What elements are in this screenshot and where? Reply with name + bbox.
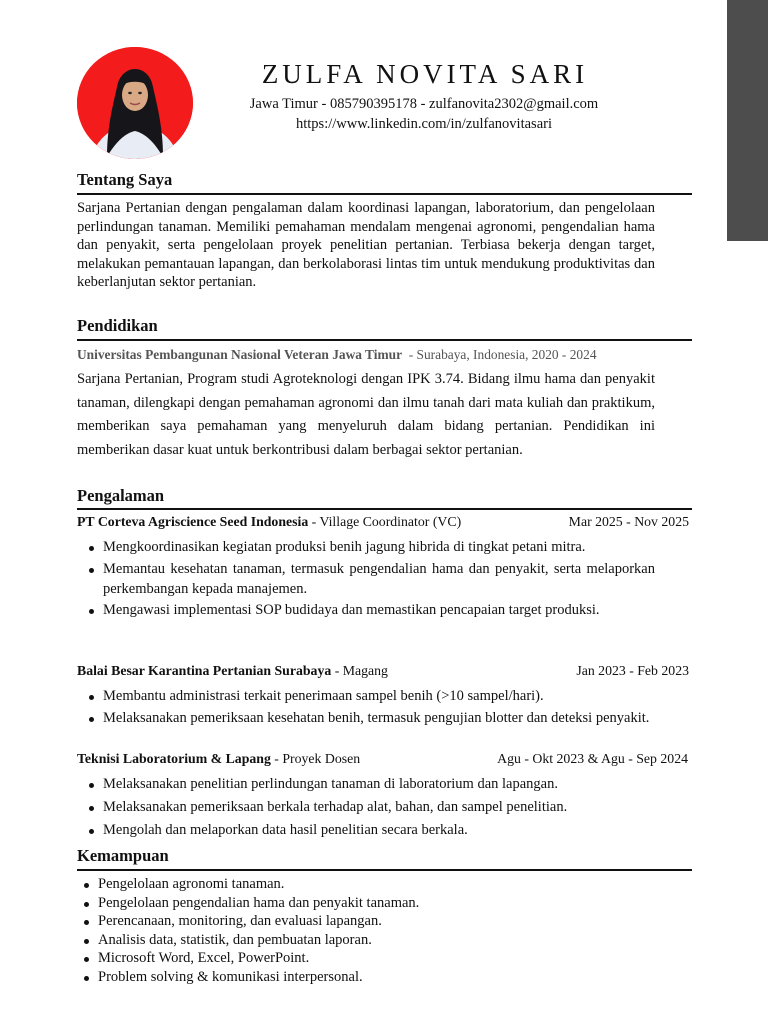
job-role: - Magang	[331, 663, 388, 678]
job-dates: Agu - Okt 2023 & Agu - Sep 2024	[497, 751, 688, 766]
list-item: Analisis data, statistik, dan pembuatan laporan.	[98, 931, 658, 950]
job-bullets	[103, 537, 655, 622]
job-title	[77, 662, 388, 680]
university-name: Universitas Pembangunan Nasional Veteran Jawa Timur	[77, 347, 403, 362]
job-bullets	[103, 774, 655, 843]
job-dates: Jan 2023 - Feb 2023	[576, 663, 689, 678]
list-item: Problem solving & komunikasi interpersonal.	[98, 968, 658, 987]
list-item: Microsoft Word, Excel, PowerPoint.	[98, 949, 658, 968]
job-role: - Village Coordinator (VC)	[308, 514, 462, 529]
skills-list	[98, 875, 658, 986]
job-header	[77, 662, 689, 680]
section-title-about: Tentang Saya	[77, 170, 173, 189]
list-item: Mengawasi implementasi SOP budidaya dan memastikan pencapaian target produksi.	[103, 600, 655, 620]
job-title	[77, 513, 461, 531]
job-org: Teknisi Laboratorium & Lapang	[77, 751, 271, 766]
section-title-skills: Kemampuan	[77, 846, 169, 865]
job-org: PT Corteva Agriscience Seed Indonesia	[77, 514, 309, 529]
list-item: Melaksanakan pemeriksaan kesehatan benih, termasuk pengujian blotter dan deteksi penyakit.	[103, 708, 655, 728]
profile-photo	[77, 47, 193, 159]
section-title-experience: Pengalaman	[77, 486, 165, 505]
list-item: Pengelolaan agronomi tanaman.	[98, 875, 658, 894]
list-item: Memantau kesehatan tanaman, termasuk pengendalian hama dan penyakit, serta melaporkan perkembangan kepada manajemen.	[103, 560, 655, 597]
list-item: Pengelolaan pengendalian hama dan penyakit tanaman.	[98, 894, 658, 913]
education-header	[77, 346, 697, 364]
contact-info	[214, 94, 634, 134]
job-title	[77, 750, 360, 768]
contact-line: Jawa Timur - 085790395178 - zulfanovita2302@gmail.com	[249, 96, 599, 112]
candidate-name: ZULFA NOVITA SARI	[261, 59, 589, 89]
list-item: Melaksanakan penelitian perlindungan tanaman di laboratorium dan lapangan.	[103, 774, 655, 794]
job-dates: Mar 2025 - Nov 2025	[568, 514, 689, 529]
section-divider	[77, 869, 692, 871]
section-title-education: Pendidikan	[77, 316, 158, 335]
job-header	[77, 750, 688, 768]
list-item: Mengolah dan melaporkan data hasil penelitian secara berkala.	[103, 820, 655, 840]
about-text: Sarjana Pertanian dengan pengalaman dalam koordinasi lapangan, laboratorium, dan pengelolaan perlindungan tanaman. Memiliki pemahaman mendalam mengenai agronomi, pengendalian hama dan penyakit, serta pengelolaan proyek penelitian pertanian. Terbiasa bekerja dengan target, melakukan pemantauan lapangan, dan berkolaborasi lintas tim untuk mendukung produktivitas dan keberlanjutan sektor pertanian.	[77, 200, 655, 291]
job-role: - Proyek Dosen	[270, 751, 361, 766]
list-item: Mengkoordinasikan kegiatan produksi benih jagung hibrida di tingkat petani mitra.	[103, 537, 655, 557]
scrollbar-thumb[interactable]	[727, 0, 768, 241]
list-item: Membantu administrasi terkait penerimaan sampel benih (>10 sampel/hari).	[103, 686, 655, 706]
section-divider	[77, 508, 692, 510]
list-item: Perencanaan, monitoring, dan evaluasi lapangan.	[98, 912, 658, 931]
job-org: Balai Besar Karantina Pertanian Surabaya	[77, 663, 332, 678]
job-bullets	[103, 686, 655, 729]
education-location-dates: - Surabaya, Indonesia, 2020 - 2024	[408, 347, 597, 362]
list-item: Melaksanakan pemeriksaan berkala terhadap alat, bahan, dan sampel penelitian.	[103, 797, 655, 817]
education-text: Sarjana Pertanian, Program studi Agroteknologi dengan IPK 3.74. Bidang ilmu hama dan penyakit tanaman, dilengkapi dengan pemahaman agronomi dan ilmu tanah dari mata kuliah dan praktikum, memberikan saya pemahaman yang menyeluruh dalam bidang pertanian. Pendidikan ini memberikan dasar kuat untuk berkontribusi dalam berbagai sektor pertanian.	[77, 371, 655, 458]
section-divider	[77, 339, 692, 341]
linkedin-link[interactable]: https://www.linkedin.com/in/zulfanovitasari	[296, 116, 552, 132]
section-divider	[77, 193, 692, 195]
job-header	[77, 513, 689, 531]
